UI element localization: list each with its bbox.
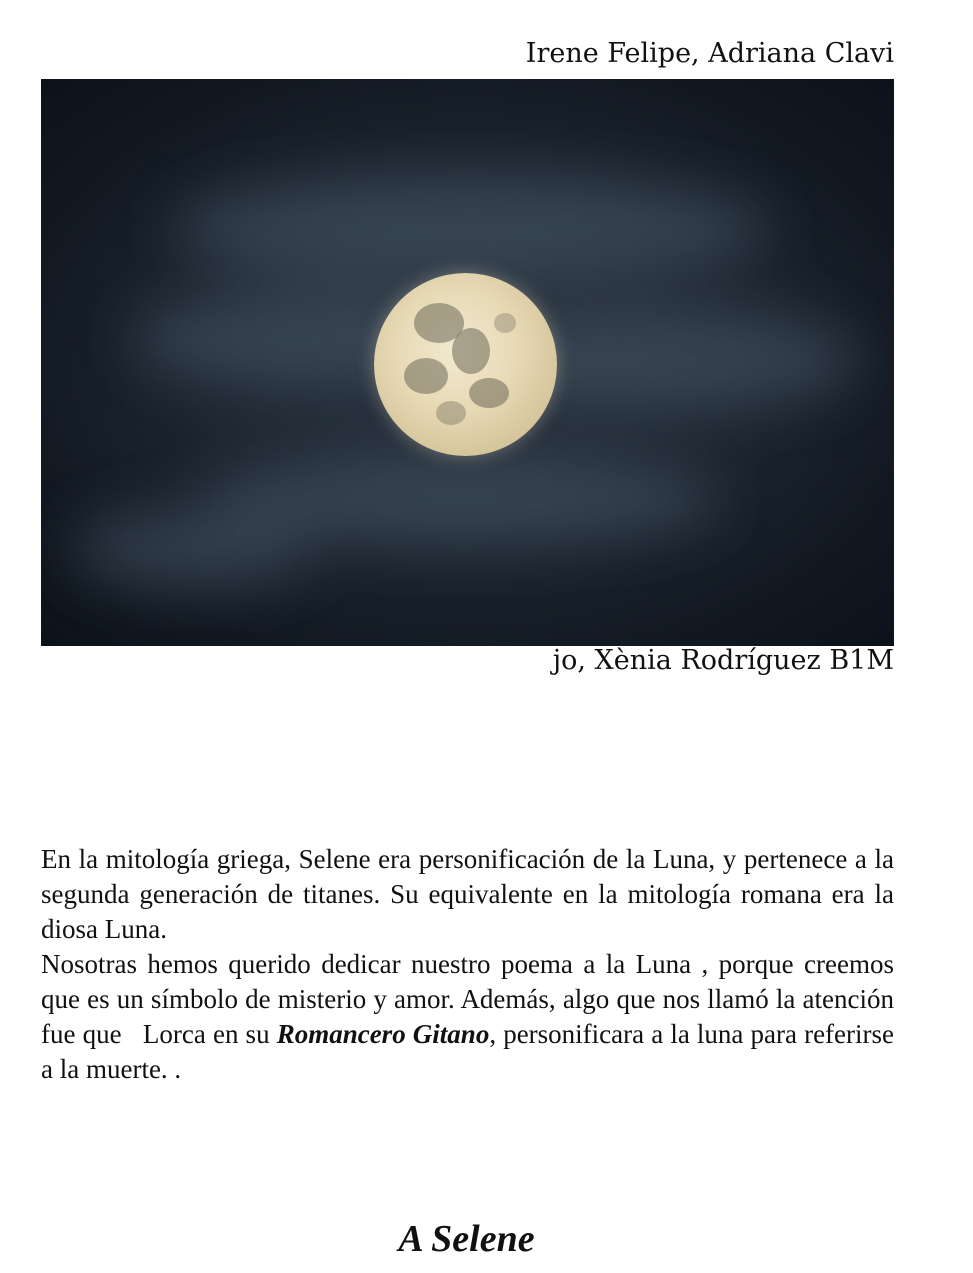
moon-photo: [41, 79, 894, 646]
author-line-1: Irene Felipe, Adriana Clavi: [525, 38, 894, 69]
full-moon: [374, 273, 557, 456]
intro-paragraph-1: En la mitología griega, Selene era personificación de la Luna, y pertenece a la segunda generación de titanes. Su equivalente en la mitología romana era la diosa Luna.: [41, 844, 894, 944]
intro-paragraph-2: [41, 947, 901, 1087]
intro-p2-before: Nosotras hemos querido dedicar nuestro poema a la Luna , porque creemos que es un símbolo de misterio y amor. Además, algo que nos llamó la atención fue que Lorca en su: [41, 949, 901, 1049]
author-line-2: jo, Xènia Rodríguez B1M: [552, 645, 894, 676]
intro-text: [41, 842, 901, 1087]
intro-p2-after: , personificara a la luna para referirse a la muerte. .: [41, 1019, 894, 1084]
poem-title: A Selene: [398, 1218, 535, 1260]
book-title: Romancero Gitano: [276, 1019, 490, 1049]
